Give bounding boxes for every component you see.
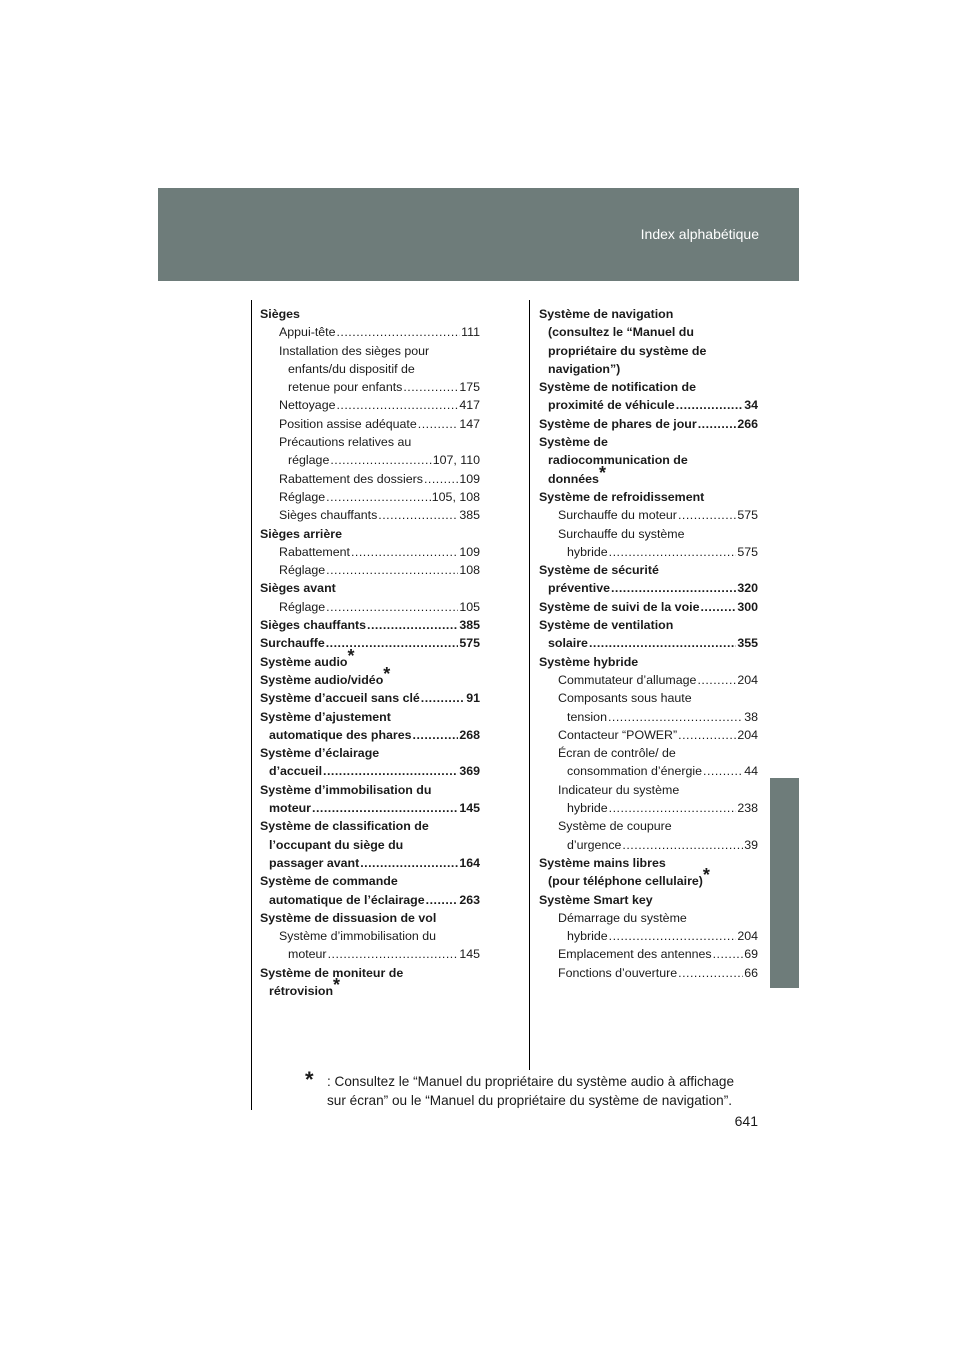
entry-text: rétrovision [269,983,334,998]
entry-text: (consultez le “Manuel du [548,325,694,340]
leader-dots [323,762,458,780]
asterisk-icon: * [383,663,391,684]
leader-dots [418,415,459,433]
entry-text: Système audio [260,654,348,669]
entry-text: Sièges chauffants [260,618,367,633]
page-reference: 204 [737,929,758,944]
leader-dots [403,378,458,396]
entry-text: tension [567,709,607,724]
entry-text: Réglage [279,563,326,578]
index-entry [260,579,480,597]
page-reference: 107, 110 [432,453,480,468]
entry-text: Surchauffe [260,636,325,651]
entry-text: Système d’accueil sans clé [260,691,420,706]
entry-text: proximité de véhicule [548,398,675,413]
index-entry [539,561,758,598]
entry-text: Indicateur du système [558,782,680,797]
entry-text: Écran de contrôle/ de [558,746,676,761]
leader-dots [609,927,737,945]
index-subentry [260,506,480,524]
index-subentry [539,726,758,744]
index-entry [260,817,480,872]
entry-text: Sièges avant [260,581,336,596]
leader-dots [713,945,744,963]
entry-text: Système Smart key [539,892,653,907]
index-subentry [260,598,480,616]
entry-text: Rabattement [279,544,350,559]
leader-dots [336,396,458,414]
page-reference: 355 [737,636,758,651]
leader-dots [326,634,459,652]
leader-dots [330,451,431,469]
entry-text: solaire [548,636,588,651]
entry-text: d’urgence [567,837,622,852]
entry-text: propriétaire du système de [548,343,707,358]
page-reference: 109 [459,544,480,559]
index-entry [539,891,758,909]
entry-text: Fonctions d’ouverture [558,965,678,980]
leader-dots [676,396,744,414]
entry-text: automatique de l’éclairage [269,892,425,907]
page-reference: 238 [737,801,758,816]
index-subentry [539,909,758,946]
index-subentry [539,671,758,689]
page-reference: 175 [459,380,480,395]
page-reference: 320 [737,581,758,596]
leader-dots [609,799,737,817]
page-number: 641 [734,1113,758,1129]
leader-dots [589,634,736,652]
entry-text: hybride [567,544,608,559]
index-entry [539,598,758,616]
asterisk-icon: * [347,645,355,666]
leader-dots [611,579,736,597]
leader-dots [413,726,459,744]
index-subentry [260,561,480,579]
index-subentry [260,396,480,414]
page-reference: 91 [466,691,480,706]
index-entry [260,872,480,909]
index-subentry [539,964,758,982]
entry-text: Sièges chauffants [279,508,378,523]
leader-dots [360,854,458,872]
entry-text: Installation des sièges pour [279,343,430,358]
entry-text: consommation d’énergie [567,764,702,779]
page-reference: 575 [459,636,480,651]
entry-text: Commutateur d’allumage [558,672,697,687]
index-entry [260,689,480,707]
entry-text: radiocommunication de [548,453,688,468]
page-reference: 105, 108 [431,489,480,504]
leader-dots [703,762,743,780]
index-column-left [260,305,480,1000]
index-entry [260,525,480,543]
entry-text: navigation”) [548,361,621,376]
entry-text: enfants/du dispositif de [288,361,415,376]
page-reference: 44 [744,764,758,779]
leader-dots [326,488,431,506]
entry-text: hybride [567,801,608,816]
entry-text: Réglage [279,599,326,614]
leader-dots [426,891,459,909]
entry-text: Démarrage du système [558,910,687,925]
index-entry [539,616,758,653]
entry-text: préventive [548,581,610,596]
entry-text: Contacteur “POWER” [558,727,678,742]
entry-text: moteur [288,947,327,962]
leader-dots [326,598,458,616]
entry-text: Emplacement des antennes [558,947,712,962]
page-reference: 66 [744,965,758,980]
asterisk-icon: * [702,865,710,886]
page-reference: 38 [744,709,758,724]
leader-dots [378,506,458,524]
leader-dots [678,964,743,982]
index-entry [260,305,480,323]
leader-dots [367,616,458,634]
entry-text: l’occupant du siège du [269,837,404,852]
entry-text: moteur [269,801,311,816]
entry-text: d’accueil [269,764,323,779]
entry-text: Système d’ajustement [260,709,391,724]
entry-text: hybride [567,929,608,944]
leader-dots [328,945,459,963]
entry-text: Surchauffe du moteur [558,508,677,523]
entry-text: Système de classification de [260,819,429,834]
page-reference: 300 [737,599,758,614]
entry-text: Système de commande [260,874,398,889]
page-reference: 204 [737,727,758,742]
page-reference: 266 [737,416,758,431]
footnote-asterisk-icon: * [305,1067,314,1092]
column-divider [529,300,530,1070]
entry-text: Système de coupure [558,819,672,834]
page-reference: 204 [737,672,758,687]
index-entry [260,744,480,781]
entry-text: Nettoyage [279,398,336,413]
index-entry [260,909,480,927]
entry-text: Système d’immobilisation du [260,782,432,797]
entry-text: Système de sécurité [539,563,659,578]
entry-text: Système de refroidissement [539,489,705,504]
entry-text: données [548,471,599,486]
left-rule [251,300,252,1110]
index-entry [539,378,758,415]
entry-text: Système de ventilation [539,618,674,633]
index-subentry [260,543,480,561]
index-subentry [260,470,480,488]
entry-text: Surchauffe du système [558,526,685,541]
entry-text: Système de notification de [539,380,696,395]
leader-dots [608,708,743,726]
page-reference: 69 [744,947,758,962]
leader-dots [336,323,460,341]
header-band [158,188,799,281]
index-entry [260,964,480,1001]
leader-dots [424,470,458,488]
leader-dots [678,726,736,744]
index-subentry [539,945,758,963]
entry-text: automatique des phares [269,727,412,742]
index-entry [539,488,758,506]
entry-text: Système audio/vidéo [260,672,384,687]
page-reference: 575 [737,508,758,523]
page-reference: 111 [461,325,480,340]
entry-text: Système de phares de jour [539,416,697,431]
index-subentry [539,689,758,726]
entry-text: Système de suivi de la voie [539,599,700,614]
page-reference: 108 [459,563,480,578]
index-subentry [260,927,480,964]
page-reference: 385 [459,618,480,633]
leader-dots [351,543,458,561]
page-reference: 164 [459,855,480,870]
index-entry [260,663,480,689]
entry-text: passager avant [269,855,360,870]
asterisk-icon: * [598,462,606,483]
entry-text: Système d’éclairage [260,746,380,761]
index-subentry [260,415,480,433]
entry-text: Système de [539,435,608,450]
entry-text: Système de moniteur de [260,965,404,980]
index-entry [539,305,758,378]
index-subentry [539,506,758,524]
section-tab [770,778,799,988]
entry-text: Appui-tête [279,325,336,340]
entry-text: réglage [288,453,330,468]
index-column-right [539,305,758,982]
index-entry [539,653,758,671]
index-subentry [260,323,480,341]
footnote-line-2: sur écran” ou le “Manuel du propriétaire du système de navigation”. [327,1093,733,1108]
index-entry [260,645,480,671]
index-entry [260,708,480,745]
footnote-line-1: : Consultez le “Manuel du propriétaire du système audio à affichage [327,1074,735,1089]
page-reference: 417 [459,398,480,413]
entry-text: Système d’immobilisation du [279,929,437,944]
page-reference: 385 [459,508,480,523]
page-reference: 105 [459,599,480,614]
leader-dots [622,836,743,854]
leader-dots [326,561,458,579]
index-entry [260,781,480,818]
leader-dots [698,415,737,433]
entry-text: Réglage [279,489,326,504]
entry-text: Sièges [260,307,300,321]
index-entry [539,433,758,488]
leader-dots [678,506,736,524]
page-reference: 109 [459,471,480,486]
index-entry [539,854,758,891]
entry-text: Position assise adéquate [279,416,417,431]
page-reference: 147 [459,416,480,431]
index-subentry [260,488,480,506]
leader-dots [421,689,465,707]
index-entry [260,616,480,634]
entry-text: Rabattement des dossiers [279,471,423,486]
index-subentry [539,781,758,818]
index-entry [539,415,758,433]
index-subentry [539,525,758,562]
index-subentry [260,433,480,470]
index-subentry [539,817,758,854]
entry-text: Système de navigation [539,307,674,321]
leader-dots [312,799,458,817]
entry-text: Composants sous haute [558,691,692,706]
index-subentry [539,744,758,781]
index-subentry [260,342,480,397]
page-reference: 575 [737,544,758,559]
page-reference: 369 [459,764,480,779]
leader-dots [609,543,737,561]
entry-text: Sièges arrière [260,526,342,541]
index-entry [260,634,480,652]
page-reference: 39 [744,837,758,852]
entry-text: retenue pour enfants [288,380,403,395]
page-reference: 263 [459,892,480,907]
leader-dots [697,671,736,689]
page-reference: 145 [459,947,480,962]
leader-dots [700,598,736,616]
entry-text: Système de dissuasion de vol [260,910,437,925]
page-reference: 34 [744,398,758,413]
page-reference: 145 [459,801,480,816]
entry-text: (pour téléphone cellulaire) [548,874,703,889]
entry-text: Système hybride [539,654,639,669]
entry-text: Système mains libres [539,855,666,870]
entry-text: Précautions relatives au [279,435,412,450]
footnote [305,1067,765,1110]
page-reference: 268 [459,727,480,742]
asterisk-icon: * [333,974,341,995]
header-title: Index alphabétique [640,226,759,242]
